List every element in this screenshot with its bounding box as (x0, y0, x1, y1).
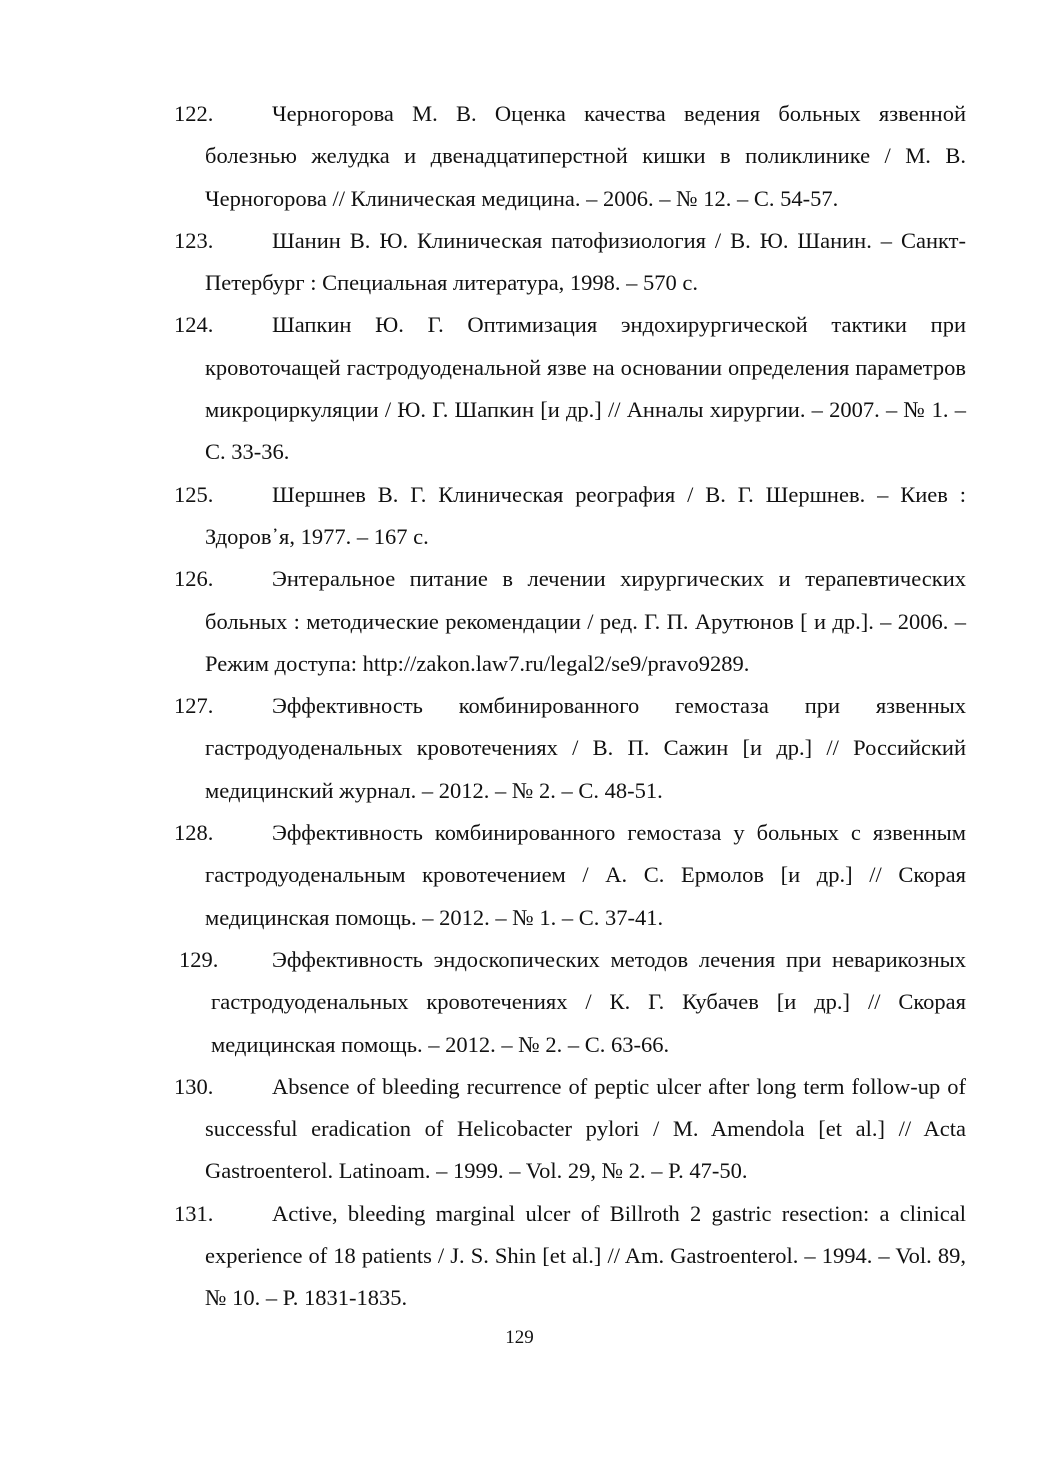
reference-item (174, 812, 966, 939)
reference-number: 122. (174, 101, 214, 126)
reference-number: 127. (174, 693, 214, 719)
reference-item (174, 220, 966, 305)
reference-number: 126. (174, 566, 214, 592)
reference-list (174, 93, 966, 1320)
reference-item (174, 474, 966, 559)
reference-item (174, 1193, 966, 1320)
reference-text: Шершнев В. Г. Клиническая реография / В. Г. Шершнев. – Киев : Здоров᾽я, 1977. – 167 с. (205, 481, 966, 549)
reference-number: 123. (174, 227, 214, 253)
reference-text: Шанин В. Ю. Клиническая патофизиология / В. Ю. Шанин. – Санкт-Петербург : Специальная литература, 1998. – 570 с. (205, 227, 966, 296)
reference-number: 128. (174, 820, 214, 846)
reference-text: Энтеральное питание в лечении хирургических и терапевтических больных : методические рекомендации / ред. Г. П. Арутюнов [ и др.]. – 2006. – Режим доступа: http://zakon.law7.ru/legal2/se9/pravo9289. (205, 566, 966, 676)
reference-text: Эффективность комбинированного гемостаза у больных с язвенным гастродуоденальным кровотечением / А. С. Ермолов [и др.] // Скорая медицинская помощь. – 2012. – № 1. – С. 37-41. (205, 820, 966, 930)
reference-text: Шапкин Ю. Г. Оптимизация эндохирургической тактики при кровоточащей гастродуоденальной язве на основании определения параметров микроциркуляции / Ю. Г. Шапкин [и др.] // Анналы хирургии. – 2007. – № 1. – С. 33-36. (205, 312, 966, 465)
reference-item (174, 93, 966, 220)
reference-number: 125. (174, 481, 214, 507)
reference-number: 131. (174, 1200, 214, 1226)
reference-text: Active, bleeding marginal ulcer of Billroth 2 gastric resection: a clinical experience of 18 patients / J. S. Shin [et al.] // Am. Gastroenterol. – 1994. – Vol. 89, № 10. – P. 1831-1835. (205, 1200, 966, 1311)
reference-number: 124. (174, 312, 214, 338)
reference-number: 130. (174, 1073, 214, 1099)
reference-text: Эффективность комбинированного гемостаза при язвенных гастродуоденальных кровотечениях / В. П. Сажин [и др.] // Российский медицинский журнал. – 2012. – № 2. – С. 48-51. (205, 693, 966, 803)
reference-text: Absence of bleeding recurrence of peptic ulcer after long term follow-up of successful eradication of Helicobacter pylori / M. Amendola [et al.] // Acta Gastroenterol. Latinoam. – 1999. – Vol. 29, № 2. – P. 47-50. (205, 1073, 966, 1184)
reference-item (179, 939, 966, 1066)
page-number: 129 (505, 1327, 534, 1348)
reference-item (174, 1066, 966, 1193)
reference-text: Эффективность эндоскопических методов лечения при неварикозных гастродуоденальных кровотечениях / К. Г. Кубачев [и др.] // Скорая медицинская помощь. – 2012. – № 2. – С. 63-66. (211, 946, 966, 1057)
reference-number: 129. (179, 946, 219, 972)
reference-item (174, 685, 966, 812)
reference-item (174, 558, 966, 685)
reference-item (174, 304, 966, 473)
reference-text: Черногорова М. В. Оценка качества ведения больных язвенной болезнью желудка и двенадцатиперстной кишки в поликлинике / М. В. Черногорова // Клиническая медицина. – 2006. – № 12. – С. 54-57. (205, 101, 966, 211)
